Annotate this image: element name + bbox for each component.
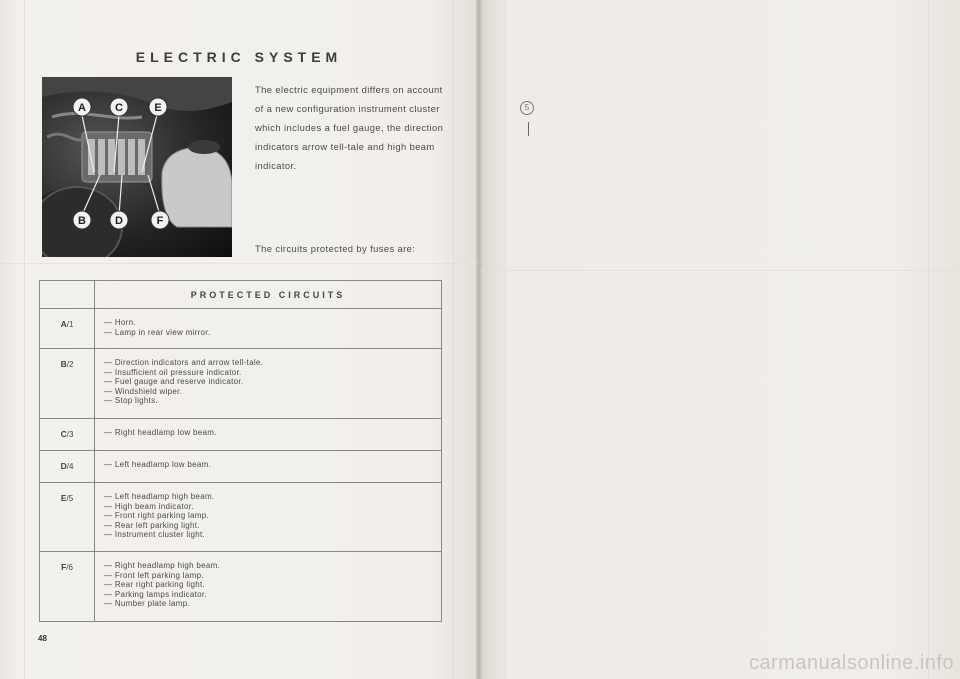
callout-b: B	[78, 215, 86, 227]
circuit-item: — Rear right parking light.	[104, 580, 206, 589]
watermark: carmanualsonline.info	[748, 652, 954, 674]
table-row	[40, 451, 442, 483]
circuit-item: — Left headlamp high beam.	[104, 492, 215, 501]
fuse-circuits	[95, 349, 442, 419]
circuit-item: — Number plate lamp.	[104, 599, 191, 608]
circuit-item: — Stop lights.	[104, 396, 159, 405]
page-number: 48	[38, 634, 47, 643]
table-header-spacer	[40, 281, 95, 309]
fuse-code: C/3	[40, 419, 95, 451]
fuse-box-photo	[42, 77, 232, 257]
fuse-code: E/5	[40, 483, 95, 552]
circuit-item: — Insufficient oil pressure indicator.	[104, 367, 242, 377]
margin-mark: 5	[520, 101, 534, 115]
paper-rule	[24, 0, 25, 679]
table-row	[40, 349, 442, 419]
paper-rule	[928, 0, 929, 679]
fuse-circuits	[95, 451, 442, 483]
circuit-item: — Left headlamp low beam.	[104, 460, 212, 469]
paper-rule	[0, 263, 478, 264]
protected-circuits-table	[39, 280, 442, 622]
callout-a: A	[78, 102, 86, 114]
fuse-circuits	[95, 552, 442, 622]
table-row	[40, 419, 442, 451]
fuse-circuits	[95, 419, 442, 451]
circuit-item: — Direction indicators and arrow tell-tale.	[104, 358, 264, 367]
paper-rule	[480, 270, 960, 271]
book-gutter	[476, 0, 482, 679]
circuits-lead-text: The circuits protected by fuses are:	[255, 243, 416, 254]
table-row	[40, 483, 442, 552]
fuse-code: F/6	[40, 552, 95, 622]
circuit-item: — Right headlamp high beam.	[104, 561, 221, 570]
callout-f: F	[156, 215, 164, 227]
circuit-item: — Right headlamp low beam.	[104, 428, 217, 437]
circuit-item: — Rear left parking light.	[104, 520, 200, 530]
paper-rule	[453, 0, 454, 679]
callout-e: E	[154, 102, 162, 114]
table-row	[40, 552, 442, 622]
circuit-item: — Instrument cluster light.	[104, 530, 206, 539]
table-header-row	[40, 281, 442, 309]
callout-d: D	[115, 215, 123, 227]
fuse-code: B/2	[40, 349, 95, 419]
fuse-circuits	[95, 483, 442, 552]
paper-rule	[505, 0, 506, 679]
intro-paragraph: The electric equipment differs on account of a new configuration instrument cluster which includes a fuel gauge, the direction indicators arrow tell-tale and high beam indicator.	[255, 84, 444, 171]
callout-c: C	[115, 102, 123, 114]
circuit-item: — Windshield wiper.	[104, 386, 183, 396]
right-page	[480, 0, 960, 679]
circuit-item: — High beam indicator.	[104, 501, 194, 511]
circuit-item: — Fuel gauge and reserve indicator.	[104, 377, 244, 386]
circuit-item: — Parking lamps indicator.	[104, 589, 207, 599]
fuse-circuits	[95, 309, 442, 349]
margin-tick	[528, 122, 529, 136]
circuit-item: — Front right parking lamp.	[104, 511, 210, 520]
page-title: ELECTRIC SYSTEM	[135, 49, 343, 65]
circuit-item: — Horn.	[104, 318, 136, 327]
circuit-item: — Lamp in rear view mirror.	[104, 327, 211, 337]
circuit-item: — Front left parking lamp.	[104, 570, 204, 580]
table-row	[40, 309, 442, 349]
fuse-code: A/1	[40, 309, 95, 349]
fuse-code: D/4	[40, 451, 95, 483]
table-header: PROTECTED CIRCUITS	[95, 281, 442, 309]
